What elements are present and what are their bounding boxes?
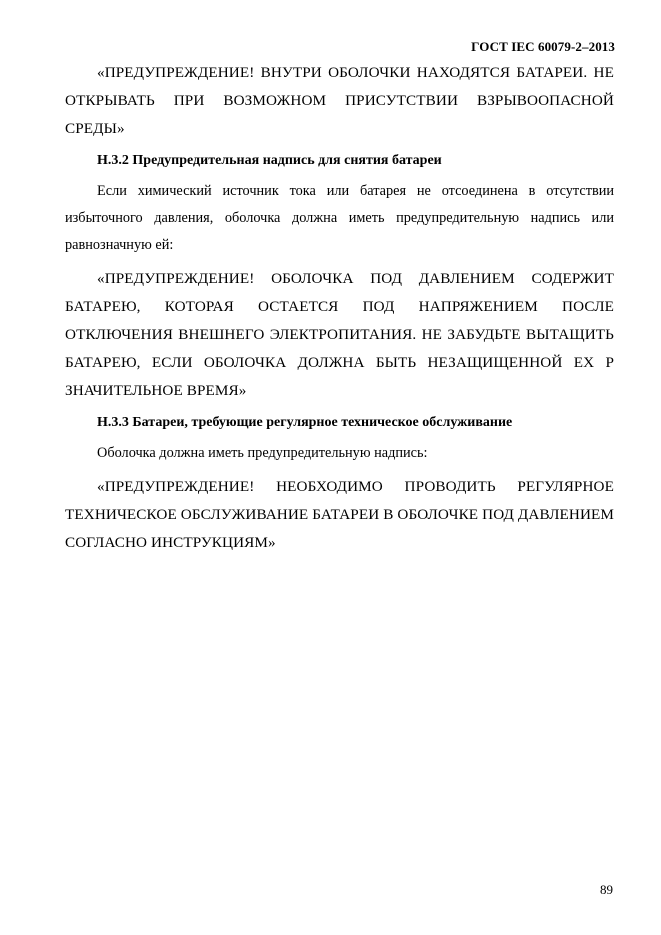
document-header-standard: ГОСТ IEC 60079-2–2013 (471, 39, 615, 54)
section-h32-heading: Н.3.2 Предупредительная надпись для снятия батареи (97, 153, 442, 168)
document-body (65, 59, 614, 557)
warning-battery-inside: «ПРЕДУПРЕЖДЕНИЕ! ВНУТРИ ОБОЛОЧКИ НАХОДЯТСЯ БАТАРЕИ. НЕ ОТКРЫВАТЬ ПРИ ВОЗМОЖНОМ ПРИСУТСТВИИ ВЗРЫВООПАСНОЙ СРЕДЫ» (65, 64, 614, 137)
section-h33-body: Оболочка должна иметь предупредительную надпись: (97, 445, 428, 461)
section-h33-warning: «ПРЕДУПРЕЖДЕНИЕ! НЕОБХОДИМО ПРОВОДИТЬ РЕГУЛЯРНОЕ ТЕХНИЧЕСКОЕ ОБСЛУЖИВАНИЕ БАТАРЕИ В ОБОЛОЧКЕ ПОД ДАВЛЕНИЕМ СОГЛАСНО ИНСТРУКЦИЯМ» (65, 478, 614, 551)
section-h32-body: Если химический источник тока или батарея не отсоединена в отсутствии избыточного давления, оболочка должна иметь предупредительную надпись или равнозначную ей: (65, 183, 614, 253)
page-number: 89 (600, 882, 613, 897)
section-h32-warning: «ПРЕДУПРЕЖДЕНИЕ! ОБОЛОЧКА ПОД ДАВЛЕНИЕМ СОДЕРЖИТ БАТАРЕЮ, КОТОРАЯ ОСТАЕТСЯ ПОД НАПРЯЖЕНИЕМ ПОСЛЕ ОТКЛЮЧЕНИЯ ВНЕШНЕГО ЭЛЕКТРОПИТАНИЯ. НЕ ЗАБУДЬТЕ ВЫТАЩИТЬ БАТАРЕЮ, ЕСЛИ ОБОЛОЧКА ДОЛЖНА БЫТЬ НЕЗАЩИЩЕННОЙ ЕХ Р ЗНАЧИТЕЛЬНОЕ ВРЕМЯ» (65, 270, 614, 399)
section-h33-heading: Н.3.3 Батареи, требующие регулярное техническое обслуживание (97, 415, 513, 430)
